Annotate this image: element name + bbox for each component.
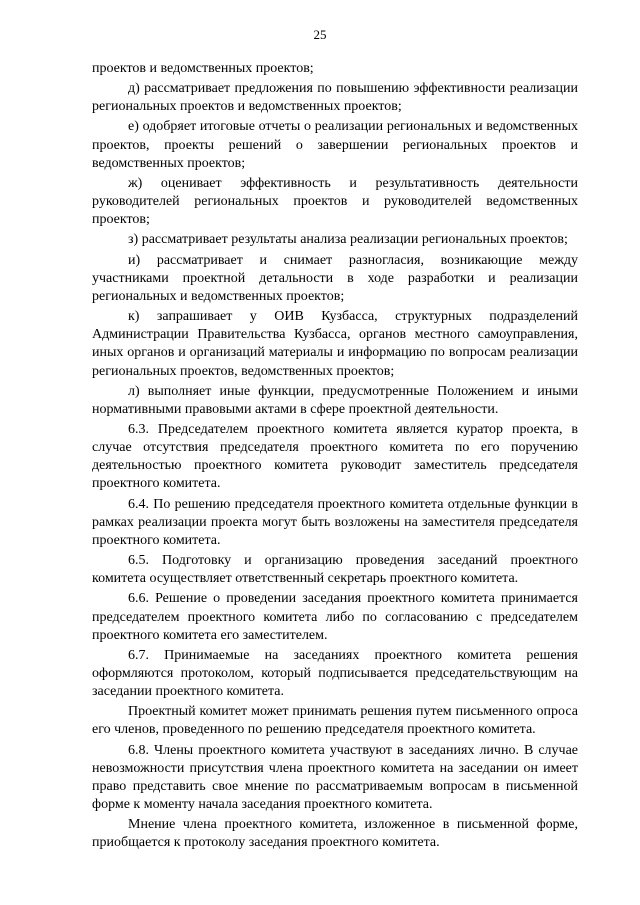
- paragraph: проектов и ведомственных проектов;: [92, 61, 314, 76]
- paragraph: к) запрашивает у ОИВ Кузбасса, структурных подразделений Администрации Правительства Кузбасса, органов местного самоуправления, иных органов и организаций материалы и информацию по вопросам реализации региональных проектов, ведомственных проектов;: [92, 309, 578, 379]
- paragraph: 6.5. Подготовку и организацию проведения заседаний проектного комитета осуществляет ответственный секретарь проектного комитета.: [92, 553, 578, 587]
- paragraph: 6.8. Члены проектного комитета участвуют в заседаниях лично. В случае невозможности присутствия члена проектного комитета на заседании он имеет право представить свое мнение по рассматриваемым вопросам в письменной форме к моменту начала заседания проектного комитета.: [92, 742, 578, 813]
- paragraph: з) рассматривает результаты анализа реализации региональных проектов;: [128, 232, 568, 248]
- paragraph: Проектный комитет может принимать решения путем письменного опроса его членов, проведенного по решению председателя проектного комитета.: [92, 704, 578, 738]
- paragraph: д) рассматривает предложения по повышению эффективности реализации региональных проектов и ведомственных проектов;: [92, 81, 578, 115]
- paragraph: л) выполняет иные функции, предусмотренные Положением и иными нормативными правовыми актами в сфере проектной деятельности.: [92, 383, 578, 417]
- paragraph: 6.4. По решению председателя проектного комитета отдельные функции в рамках реализации проекта могут быть возложены на заместителя председателя проектного комитета.: [92, 496, 578, 548]
- paragraph: е) одобряет итоговые отчеты о реализации региональных и ведомственных проектов, проекты решений о завершении региональных проектов и ведомственных проектов;: [92, 119, 578, 171]
- page-number: 25: [313, 27, 327, 42]
- paragraph: ж) оценивает эффективность и результативность деятельности руководителей региональных проектов и руководителей ведомственных проектов;: [92, 175, 578, 228]
- paragraph: и) рассматривает и снимает разногласия, возникающие между участниками проектной детальности в ходе разработки и реализации региональных и ведомственных проектов;: [92, 252, 578, 304]
- paragraph: Мнение члена проектного комитета, изложенное в письменной форме, приобщается к протоколу заседания проектного комитета.: [92, 817, 578, 851]
- paragraph: 6.7. Принимаемые на заседаниях проектного комитета решения оформляются протоколом, который подписывается председательствующим на заседании проектного комитета.: [92, 647, 578, 700]
- document-body: [92, 60, 578, 853]
- paragraph: 6.3. Председателем проектного комитета является куратор проекта, в случае отсутствия председателя проектного комитета по его поручению деятельностью проектного комитета руководит заместитель председателя проектного комитета.: [92, 421, 578, 492]
- paragraph: 6.6. Решение о проведении заседания проектного комитета принимается председателем проектного комитета либо по согласованию с председателем проектного комитета его заместителем.: [92, 591, 578, 643]
